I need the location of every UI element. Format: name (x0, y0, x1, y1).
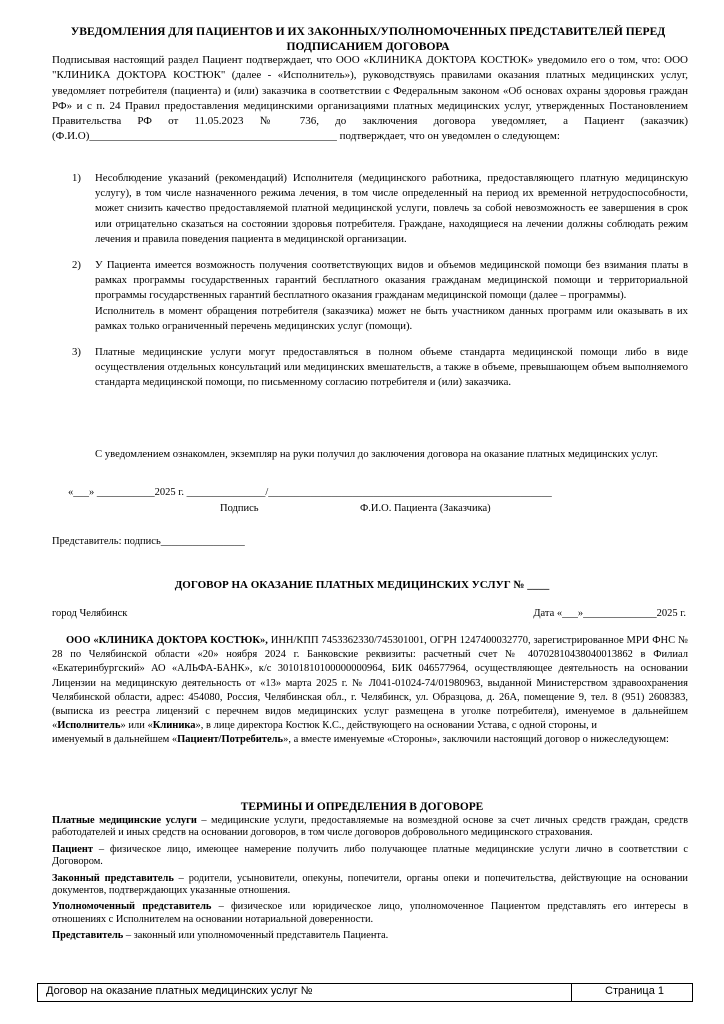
notice-item-text: Платные медицинские услуги могут предоставляться в полном объеме стандарта медицинской помощи либо в виде осуществления отдельных консультаций или медицинских вмешательств, а также в объеме, превышающем объем выполняемого стандарта медицинской помощи, по письменному согласию потребителя и (или) заказчика. (95, 346, 688, 389)
preamble-paragraph (52, 634, 688, 733)
term-name: Пациент (52, 843, 93, 855)
notice-list (52, 171, 688, 402)
acknowledgement-text: С уведомлением ознакомлен, экземпляр на руки получил до заключения договора на оказание платных медицинских услуг. (95, 448, 658, 460)
notice-item-1 (52, 171, 688, 247)
notice-item-number: 2) (72, 259, 81, 272)
notice-item-text: У Пациента имеется возможность получения соответствующих видов и объемов медицинской помощи без взимания платы в рамках программы государственных гарантий бесплатного оказания гражданам медицинской помощи и территориальной программы государственных гарантий бесплатного оказания гражданам медицинской помощи (далее – программы). (95, 259, 688, 302)
notice-item-text-continued: Исполнитель в момент обращения потребителя (заказчика) может не быть участником данных программ или оказывать в их рамках только ограниченный перечень медицинских услуг (помощи). (95, 304, 688, 332)
term-definition: – законный или уполномоченный представитель Пациента. (123, 930, 389, 942)
term-patient (52, 844, 688, 869)
notice-item-number: 1) (72, 172, 81, 184)
notice-title: УВЕДОМЛЕНИЯ ДЛЯ ПАЦИЕНТОВ И ИХ ЗАКОННЫХ/УПОЛНОМОЧЕННЫХ ПРЕДСТАВИТЕЛЕЙ ПЕРЕД ПОДПИСАНИЕМ ДОГОВОРА (70, 25, 666, 53)
term-representative (52, 930, 688, 942)
contract-date[interactable]: Дата «___»______________2025 г. (533, 608, 686, 619)
term-name: Платные медицинские услуги (52, 815, 197, 826)
clinic-label: Клиника (152, 720, 196, 732)
or-word: » или « (120, 720, 153, 732)
party-line-suffix: », а вместе именуемые «Стороны», заключили настоящий договор о нижеследующем: (283, 734, 669, 746)
notice-item-number: 3) (72, 346, 81, 359)
term-definition: – физическое или юридическое лицо, уполномоченное Пациентом представлять его интересы в отношениях с Исполнителем на основании нотариальной доверенности. (52, 901, 688, 925)
term-paid-services (52, 815, 688, 840)
notice-intro: Подписывая настоящий раздел Пациент подтверждает, что ООО «КЛИНИКА ДОКТОРА КОСТЮК» уведомило его о том, что: ООО "КЛИНИКА ДОКТОРА КОСТЮК" (далее - «Исполнитель»), руководствуясь правилами оказания платных медицинских услуг, уведомляет потребителя (пациента) и (или) заказчика в соответствии с Федеральным законом «Об основах охраны здоровья граждан РФ» и с п. 24 Правил предоставления медицинскими организациями платных медицинских услуг, утвержденных Постановлением Правительства РФ от 11.05.2023 № 736, до заключения договора уведомляет, а Пациент (заказчик) (Ф.И.О)_____________________________________________ подтверждает, что он уведомлен о следующем: (52, 54, 688, 143)
term-authorized-representative (52, 901, 688, 926)
contract-preamble (52, 634, 688, 748)
term-name: Представитель (52, 930, 124, 942)
term-definition: – родители, усыновители, опекуны, попечители, органы опеки и попечительства, действующие на основании документов, подтверждающих указанные отношения. (52, 872, 688, 897)
executor-label: Исполнитель (57, 720, 121, 732)
terms-list (52, 815, 688, 947)
page-footer (37, 983, 693, 1002)
patient-label: Пациент/Потребитель (177, 734, 284, 746)
notice-item-2 (52, 258, 688, 334)
party-line-prefix: именуемый в дальнейшем « (52, 734, 178, 746)
party-line (52, 733, 688, 747)
contract-title: ДОГОВОР НА ОКАЗАНИЕ ПЛАТНЫХ МЕДИЦИНСКИХ УСЛУГ № ____ (174, 579, 550, 591)
notice-item-text: Несоблюдение указаний (рекомендаций) Исполнителя (медицинского работника, предоставляющего платную медицинскую услугу), в том числе назначенного режима лечения, в том числе определенный на период их временной нетрудоспособности, может снизить качество предоставляемой платной медицинской услуги, повлечь за собой невозможность ее завершения в срок или отрицательно сказаться на состоянии здоровья потребителя. Граждане, находящиеся на лечении должны соблюдать режим лечения и правила поведения пациента в медицинской организации. (95, 172, 688, 245)
company-details: ИНН/КПП 7453362330/745301001, ОГРН 1247400032770, зарегистрированное МРИ ФНС № 28 по Челябинской области «20» ноября 2024 г. Банковские реквизиты: расчетный счет № 40702810438040013862 в Филиал «Екатеринбургский» АО «АЛЬФА-БАНК», к/с 30101810100000000964, БИК 046577964, осуществляющее деятельность на основании Лицензии на медицинскую деятельность от «13» марта 2025 г. № Л041-01024-74/01980963, выданной Министерством здравоохранения Челябинской области, адрес: 454080, Россия, Челябинская обл., г. Челябинск, ул. Образцова, д. 26А, помещение 9, тел. 8 (951) 2608383, (выписка из реестра лицензий с перечнем видов медицинских услуг размещена в уголке потребителя), именуемое в дальнейшем « (52, 635, 689, 732)
term-name: Законный представитель (52, 872, 174, 884)
terms-title: ТЕРМИНЫ И ОПРЕДЕЛЕНИЯ В ДОГОВОРЕ (240, 801, 484, 813)
footer-divider (571, 984, 572, 1001)
term-name: Уполномоченный представитель (52, 901, 212, 913)
signature-line[interactable]: «___» ___________2025 г. _______________/______________________________________________________ (68, 487, 552, 498)
term-legal-representative (52, 873, 688, 898)
term-definition: – физическое лицо, имеющее намерение получить либо получающее платные медицинские услуги лично в соответствии с Договором. (52, 843, 688, 868)
company-name: ООО «КЛИНИКА ДОКТОРА КОСТЮК», (66, 635, 268, 646)
footer-page-number: Страница 1 (605, 985, 665, 997)
representative-signature-line[interactable]: Представитель: подпись________________ (52, 536, 245, 547)
footer-contract-label: Договор на оказание платных медицинских услуг № (46, 985, 313, 997)
signature-caption: Подпись (220, 503, 259, 514)
contract-city: город Челябинск (52, 608, 128, 619)
patient-name-caption: Ф.И.О. Пациента (Заказчика) (360, 503, 491, 514)
term-definition: – медицинские услуги, предоставляемые на возмездной основе за счет личных средств граждан, средств работодателей и иных средств на основании договоров, в том числе договоров добровольного медицинского страхования. (52, 815, 688, 839)
preamble-tail: », в лице директора Костюк К.С., действующего на основании Устава, с одной стороны, и (195, 720, 597, 732)
notice-item-3 (52, 345, 688, 391)
